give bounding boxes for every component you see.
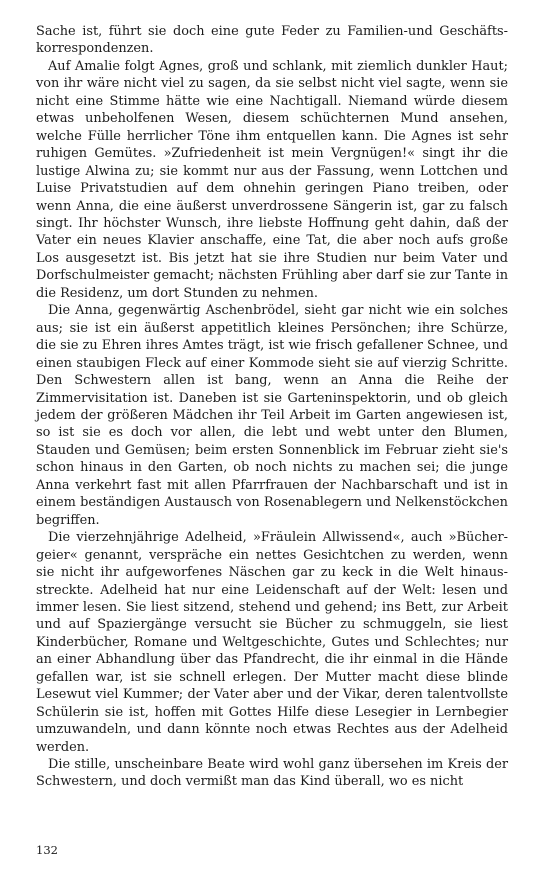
paragraph-agnes: Auf Amalie folgt Agnes, groß und schlank, mit ziemlich dunkler Haut; von ihr wäre nicht viel zu sagen, da sie selbst nicht viel sagte, wenn sie nicht eine Stimme hätte wie eine Nachtigall. Niemand würde diesem etwas unbeholfenen Wesen, diesem schüchternen Mund ansehen, welche Fülle herrlicher Töne ihm entquellen kann. Die Agnes ist sehr ruhigen Gemütes. »Zufriedenheit ist mein Vergnügen!« singt ihr die lustige Alwina zu; sie kommt nur aus der Fassung, wenn Lottchen und Luise Privatstudien auf dem ohnehin geringen Piano treiben, oder wenn Anna, die eine äußerst unverdrossene Sängerin ist, gar zu falsch singt. Ihr höchster Wunsch, ihre liebste Hoffnung geht dahin, daß der Vater ein neues Klavier anschaffe, eine Tat, die aber noch aufs große Los ausgesetzt ist. Bis jetzt hat sie ihre Studien nur beim Vater und Dorfschulmeister gemacht; nächsten Frühling aber darf sie zur Tante in die Residenz, um dort Stunden zu nehmen. (36, 58, 508, 301)
page-number: 132 (36, 843, 58, 857)
paragraph-beate: Die stille, unscheinbare Beate wird wohl ganz übersehen im Kreis der Schwestern, und doch vermißt man das Kind überall, wo es nicht (36, 757, 508, 790)
paragraph-adelheid: Die vierzehnjährige Adelheid, »Fräulein Allwissend«, auch »Büchergeier« genannt, verspräche ein nettes Gesichtchen zu werden, wenn sie nicht ihr aufgeworfenes Näschen gar zu keck in die Welt hinausstreckte. Adelheid hat nur eine Leidenschaft auf der Welt: lesen und immer lesen. Sie liest sitzend, stehend und gehend; ins Bett, zur Arbeit und auf Spaziergänge versucht sie Bücher zu schmuggeln, sie liest Kinderbücher, Romane und Weltgeschichte, Gutes und Schlechtes; nur an einer Abhandlung über das Pfandrecht, die ihr einmal in die Hände gefallen war, ist sie schnell erlegen. Der Mutter macht diese blinde Lesewut viel Kummer; der Vater aber und der Vikar, deren talentvollste Schülerin sie ist, hoffen mit Gottes Hilfe diese Lesegier in Lernbegier umzuwandeln, und dann könnte noch etwas Rechtes aus der Adelheid werden. (36, 530, 508, 755)
body-text (36, 23, 508, 791)
paragraph-anna: Die Anna, gegenwärtig Aschenbrödel, sieht gar nicht wie ein solches aus; sie ist ein äußerst appetitlich kleines Persönchen; ihre Schürze, die sie zu Ehren ihres Amtes trägt, ist wie frisch gefallener Schnee, und einen staubigen Fleck auf einer Kommode sieht sie auf vierzig Schritte. Den Schwestern allen ist bang, wenn an Anna die Reihe der Zimmervisitation ist. Daneben ist sie Garteninspektorin, und ob gleich jedem der größeren Mädchen ihr Teil Arbeit im Garten angewiesen ist, so ist sie es doch vor allen, die lebt und webt unter den Blumen, Stauden und Gemüsen; beim ersten Sonnenblick im Februar zieht sie's schon hinaus in den Garten, ob noch nichts zu machen sei; die junge Anna verkehrt fast mit allen Pfarrfrauen der Nachbarschaft und ist in einem beständigen Austausch von Rosenablegern und Nelkenstöckchen begriffen. (36, 303, 508, 528)
paragraph-continuation: Sache ist, führt sie doch eine gute Feder zu Familien-und Geschäftskorrespondenzen. (36, 24, 508, 57)
